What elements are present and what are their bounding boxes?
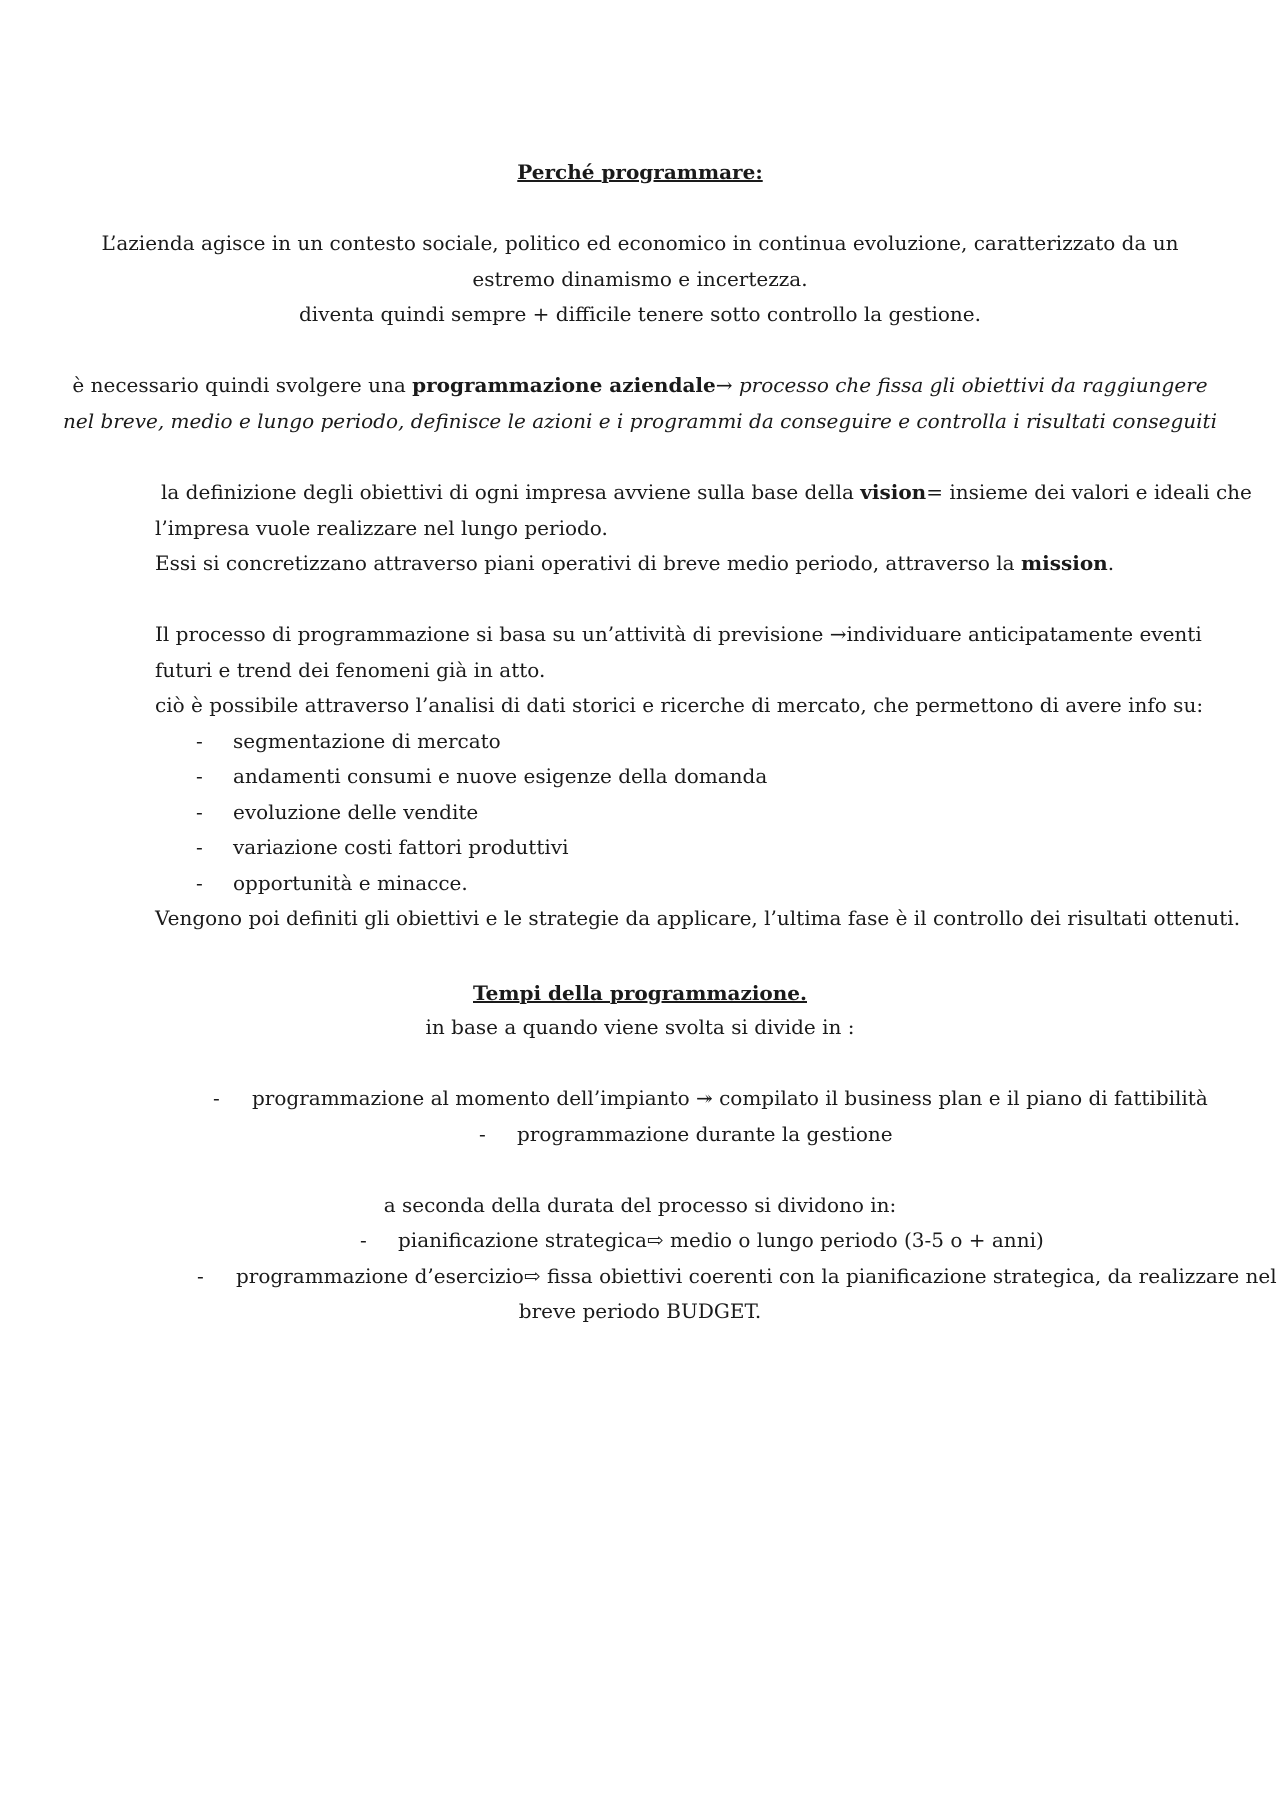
vision-line-1 <box>161 475 1252 509</box>
vision-prefix: la definizione degli obiettivi di ogni impresa avviene sulla base della <box>161 480 861 504</box>
timing-item-1: programmazione al momento dell’impianto ↠ compilato il business plan e il piano di fattibilità <box>252 1086 1208 1110</box>
mission-line <box>155 546 1114 580</box>
duration-intro: a seconda della durata del processo si dividono in: <box>383 1193 897 1217</box>
bullet-dash: - <box>196 835 203 859</box>
timing-item-2: programmazione durante la gestione <box>517 1122 893 1146</box>
programmazione-definition: processo che fissa gli obiettivi da raggiungere <box>732 373 1208 397</box>
bullet-text: andamenti consumi e nuove esigenze della domanda <box>233 764 768 788</box>
bullet-dash: - <box>196 729 203 753</box>
bullet-text: segmentazione di mercato <box>233 729 501 753</box>
bullet-dash: - <box>196 764 203 788</box>
bullet-dash: - <box>213 1086 220 1110</box>
programmazione-term: programmazione aziendale <box>412 373 716 397</box>
bullet-dash: - <box>197 1264 204 1288</box>
timing-subtitle: in base a quando viene svolta si divide in : <box>425 1015 855 1039</box>
duration-item-1: pianificazione strategica⇨ medio o lungo periodo (3-5 o + anni) <box>398 1228 1044 1252</box>
forecast-line-2: futuri e trend dei fenomeni già in atto. <box>155 658 546 682</box>
forecast-line-1: Il processo di programmazione si basa su un’attività di previsione →individuare anticipatamente eventi <box>155 622 1202 646</box>
programmazione-line-2: nel breve, medio e lungo periodo, definisce le azioni e i programmi da conseguire e controlla i risultati conseguiti <box>63 409 1217 433</box>
vision-line-2: l’impresa vuole realizzare nel lungo periodo. <box>155 516 608 540</box>
programmazione-line-1 <box>0 368 1280 402</box>
bullet-dash: - <box>360 1228 367 1252</box>
closing-line: Vengono poi definiti gli obiettivi e le strategie da applicare, l’ultima fase è il controllo dei risultati ottenuti. <box>155 906 1241 930</box>
bullet-text: opportunità e minacce. <box>233 871 468 895</box>
intro-line-1: L’azienda agisce in un contesto sociale, politico ed economico in continua evoluzione, caratterizzato da un <box>101 231 1179 255</box>
arrow-icon: → <box>715 373 733 397</box>
mission-suffix: . <box>1107 551 1115 575</box>
section-title-timing: Tempi della programmazione. <box>473 981 807 1005</box>
bullet-dash: - <box>479 1122 486 1146</box>
bullet-dash: - <box>196 800 203 824</box>
intro-line-2: estremo dinamismo e incertezza. <box>472 267 808 291</box>
bullet-text: evoluzione delle vendite <box>233 800 479 824</box>
bullet-dash: - <box>196 871 203 895</box>
section-title-why-plan: Perché programmare: <box>517 160 763 184</box>
mission-prefix: Essi si concretizzano attraverso piani operativi di breve medio periodo, attraverso la <box>155 551 1021 575</box>
duration-item-2-continued: breve periodo BUDGET. <box>518 1299 762 1323</box>
mission-term: mission <box>1020 551 1108 575</box>
duration-item-2: programmazione d’esercizio⇨ fissa obiettivi coerenti con la pianificazione strategica, da realizzare nel <box>236 1264 1277 1288</box>
vision-term: vision <box>860 480 927 504</box>
intro-line-3: diventa quindi sempre + difficile tenere sotto controllo la gestione. <box>299 302 981 326</box>
forecast-line-3: ciò è possibile attraverso l’analisi di dati storici e ricerche di mercato, che permettono di avere info su: <box>155 693 1204 717</box>
programmazione-prefix: è necessario quindi svolgere una <box>72 373 413 397</box>
vision-suffix: = insieme dei valori e ideali che <box>926 480 1252 504</box>
bullet-text: variazione costi fattori produttivi <box>233 835 569 859</box>
